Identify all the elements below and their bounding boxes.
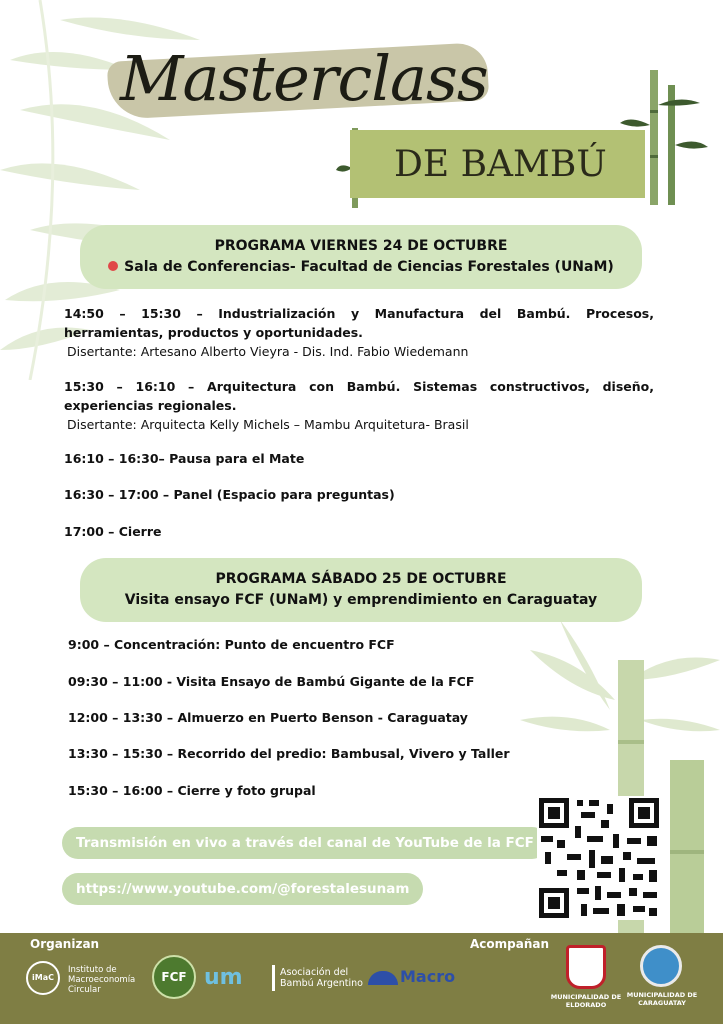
friday-item-text: 16:30 – 17:00 – Panel (Espacio para preguntas): [64, 487, 395, 502]
muni-caraguatay: MUNICIPALIDAD DE CARAGUATAY: [626, 991, 698, 1007]
footer-bar: [0, 933, 723, 1024]
map-pin-icon: [108, 261, 118, 271]
imac-logo-text: iMaC: [32, 973, 54, 982]
friday-venue-line: [80, 256, 642, 278]
acompanan-label: Acompañan: [470, 937, 550, 951]
saturday-item: 12:00 – 13:30 – Almuerzo en Puerto Benson - Caraguatay: [68, 710, 468, 725]
qr-code-icon[interactable]: [537, 796, 661, 920]
saturday-title: PROGRAMA SÁBADO 25 DE OCTUBRE: [215, 571, 507, 587]
title-block: [100, 38, 500, 120]
organizan-label: Organizan: [30, 937, 100, 951]
friday-header-pill: [80, 225, 642, 289]
friday-item: [64, 485, 654, 504]
eldorado-shield-icon: [566, 945, 606, 989]
friday-item-speaker: Disertante: Artesano Alberto Vieyra - Dis. Ind. Fabio Wiedemann: [67, 344, 469, 359]
macro-logo: Macro: [400, 967, 456, 986]
stream-label-pill: Transmisión en vivo a través del canal de YouTube de la FCF: [62, 827, 548, 859]
saturday-header-pill: [80, 558, 642, 622]
friday-item-speaker: Disertante: Arquitecta Kelly Michels – Mambu Arquitetura- Brasil: [67, 417, 469, 432]
friday-title: PROGRAMA VIERNES 24 DE OCTUBRE: [214, 238, 508, 254]
subtitle-block: [350, 130, 650, 198]
friday-item: [64, 449, 654, 468]
unam-logo: um: [204, 965, 243, 990]
caraguatay-seal-icon: [640, 945, 682, 987]
saturday-item: 15:30 – 16:00 – Cierre y foto grupal: [68, 783, 316, 798]
page-subtitle: DE BAMBÚ: [394, 144, 607, 185]
saturday-subtitle: Visita ensayo FCF (UNaM) y emprendimiento en Caraguatay: [124, 592, 598, 608]
friday-item: [64, 377, 654, 434]
muni-eldorado: MUNICIPALIDAD DE ELDORADO: [550, 993, 622, 1009]
youtube-link[interactable]: https://www.youtube.com/@forestalesunam: [62, 873, 423, 905]
imac-logo: [26, 961, 60, 995]
aba-logo-mark: [272, 965, 275, 991]
fcf-logo-text: FCF: [161, 970, 187, 984]
page-title: Masterclass: [120, 42, 488, 115]
saturday-item: 9:00 – Concentración: Punto de encuentro FCF: [68, 637, 395, 652]
saturday-item: 09:30 – 11:00 - Visita Ensayo de Bambú Gigante de la FCF: [68, 674, 475, 689]
friday-item-text: 16:10 – 16:30– Pausa para el Mate: [64, 451, 305, 466]
friday-item: [64, 522, 654, 541]
friday-venue: Sala de Conferencias- Facultad de Ciencias Forestales (UNaM): [124, 259, 614, 275]
friday-item: [64, 304, 654, 361]
friday-item-text: 15:30 – 16:10 – Arquitectura con Bambú. Sistemas constructivos, diseño, experiencias regionales.: [64, 379, 654, 413]
fcf-logo: [152, 955, 196, 999]
friday-item-text: 14:50 – 15:30 – Industrialización y Manufactura del Bambú. Procesos, herramientas, productos y oportunidades.: [64, 306, 654, 340]
macro-logo-icon: [368, 971, 398, 985]
friday-item-text: 17:00 – Cierre: [64, 524, 162, 539]
imac-name: Instituto de Macroeconomía Circular: [68, 965, 136, 995]
aba-name: Asociación del Bambú Argentino: [280, 967, 363, 989]
saturday-item: 13:30 – 15:30 – Recorrido del predio: Bambusal, Vivero y Taller: [68, 746, 510, 761]
